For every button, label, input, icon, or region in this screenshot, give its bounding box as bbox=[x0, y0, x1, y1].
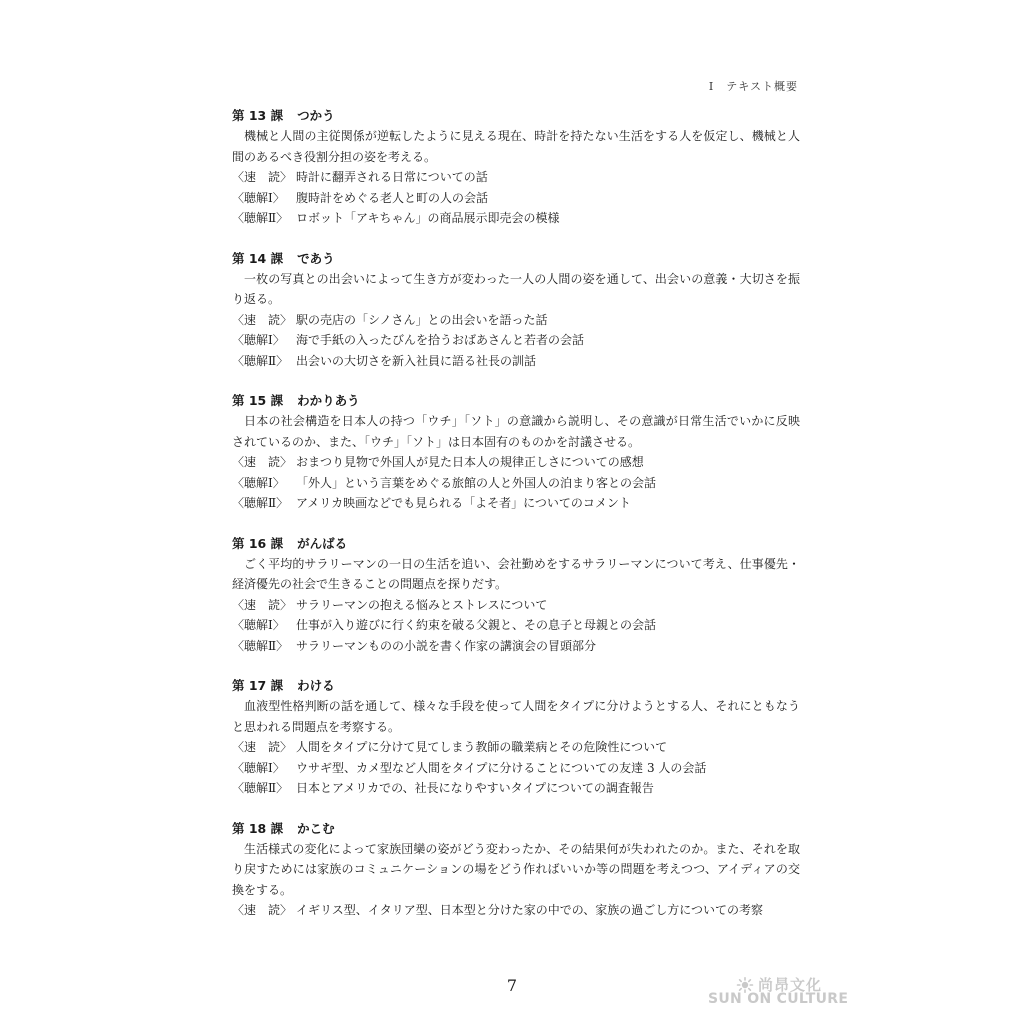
activity-tag: 〈速 読〉 bbox=[232, 597, 293, 612]
activity-text: 腹時計をめぐる老人と町の人の会話 bbox=[296, 190, 489, 205]
activity-text: ウサギ型、カメ型など人間をタイプに分けることについての友達 3 人の会話 bbox=[296, 760, 707, 775]
activity-text: 日本とアメリカでの、社長になりやすいタイプについての調査報告 bbox=[296, 781, 654, 795]
activity-item bbox=[232, 778, 800, 799]
watermark-english: SUN ON CULTURE bbox=[708, 991, 849, 1007]
activity-text: 人間をタイプに分けて見てしまう教師の職業病とその危険性について bbox=[296, 740, 668, 754]
activity-item bbox=[232, 208, 800, 229]
lesson-title bbox=[232, 675, 800, 696]
activity-tag: 〈聴解Ⅱ〉 bbox=[232, 496, 289, 510]
activity-text: アメリカ映画などでも見られる「よそ者」についてのコメント bbox=[296, 496, 631, 510]
lesson-number: 第 17 課 bbox=[232, 678, 284, 693]
activity-tag: 〈聴解Ⅱ〉 bbox=[232, 638, 289, 653]
activity-text: 時計に翻弄される日常についての話 bbox=[296, 170, 488, 184]
activity-tag: 〈聴解Ⅰ〉 bbox=[232, 760, 285, 775]
activity-item bbox=[232, 636, 800, 657]
publisher-watermark bbox=[708, 974, 878, 1010]
lesson-16 bbox=[232, 533, 800, 657]
activity-tag: 〈聴解Ⅰ〉 bbox=[232, 190, 285, 205]
activity-tag: 〈速 読〉 bbox=[232, 170, 293, 184]
lesson-title bbox=[232, 390, 800, 411]
lesson-18 bbox=[232, 818, 800, 921]
lesson-summary: 一枚の写真との出会いによって生き方が変わった一人の人間の姿を通して、出会いの意義・大切さを振り返る。 bbox=[232, 271, 800, 306]
activity-item bbox=[232, 330, 800, 351]
lesson-name: わかりあう bbox=[297, 393, 360, 408]
lesson-number: 第 18 課 bbox=[232, 820, 284, 836]
activity-item bbox=[232, 900, 800, 921]
activity-text: ロボット「アキちゃん」の商品展示即売会の模様 bbox=[296, 211, 560, 225]
lesson-number: 第 16 課 bbox=[232, 535, 284, 551]
activity-item bbox=[232, 615, 800, 636]
activity-text: サラリーマンの抱える悩みとストレスについて bbox=[296, 597, 548, 612]
lesson-summary: 生活様式の変化によって家族団欒の姿がどう変わったか、その結果何が失われたのか。また、それを取り戻すためには家族のコミュニケーションの場をどう作ればいいか等の問題を考えつつ、アイディアの交換をする。 bbox=[232, 841, 800, 897]
lesson-title bbox=[232, 105, 800, 126]
activity-text: 出会いの大切さを新入社員に語る社長の訓話 bbox=[296, 353, 537, 368]
activity-item bbox=[232, 737, 800, 758]
activity-tag: 〈速 読〉 bbox=[232, 740, 293, 754]
lesson-title bbox=[232, 818, 800, 839]
lesson-name: かこむ bbox=[297, 820, 335, 836]
activity-tag: 〈聴解Ⅱ〉 bbox=[232, 781, 289, 795]
activity-item bbox=[232, 167, 800, 188]
activity-item bbox=[232, 595, 800, 616]
activity-text: 駅の売店の「シノさん」との出会いを語った話 bbox=[296, 312, 548, 327]
lesson-summary: 血液型性格判断の話を通して、様々な手段を使って人間をタイプに分けようとする人、それにともなうと思われる問題点を考察する。 bbox=[232, 699, 800, 734]
activity-item bbox=[232, 188, 800, 209]
activity-text: 「外人」という言葉をめぐる旅館の人と外国人の泊まり客との会話 bbox=[296, 475, 657, 490]
activity-tag: 〈聴解Ⅰ〉 bbox=[232, 475, 285, 490]
activity-text: 仕事が入り遊びに行く約束を破る父親と、その息子と母親との会話 bbox=[296, 618, 657, 632]
lesson-number: 第 14 課 bbox=[232, 250, 284, 266]
activity-item bbox=[232, 758, 800, 779]
watermark-chinese: 尚昂文化 bbox=[758, 976, 823, 994]
lesson-title bbox=[232, 248, 800, 269]
activity-item bbox=[232, 351, 800, 372]
page-number: 7 bbox=[506, 976, 518, 995]
activity-item bbox=[232, 493, 800, 514]
lesson-summary: 日本の社会構造を日本人の持つ「ウチ」「ソト」の意識から説明し、その意識が日常生活でいかに反映されているのか、また、「ウチ」「ソト」は日本固有のものかを討議させる。 bbox=[232, 414, 800, 449]
lesson-name: であう bbox=[297, 250, 335, 266]
section-header: Ⅰ テキスト概要 bbox=[708, 80, 798, 93]
lesson-13 bbox=[232, 105, 800, 229]
activity-item bbox=[232, 473, 800, 494]
lesson-17 bbox=[232, 675, 800, 799]
activity-tag: 〈速 読〉 bbox=[232, 455, 293, 469]
activity-tag: 〈速 読〉 bbox=[232, 312, 293, 327]
activity-text: サラリーマンものの小説を書く作家の講演会の冒頭部分 bbox=[296, 638, 597, 653]
lesson-name: がんばる bbox=[297, 535, 348, 551]
lesson-number: 第 13 課 bbox=[232, 108, 284, 123]
activity-text: イギリス型、イタリア型、日本型と分けた家の中での、家族の過ごし方についての考察 bbox=[296, 903, 764, 917]
lesson-summary: 機械と人間の主従関係が逆転したように見える現在、時計を持たない生活をする人を仮定し、機械と人間のあるべき役割分担の姿を考える。 bbox=[232, 129, 800, 164]
lesson-summary: ごく平均的サラリーマンの一日の生活を追い、会社勤めをするサラリーマンについて考え、仕事優先・経済優先の社会で生きることの問題点を探りだす。 bbox=[232, 556, 800, 591]
activity-tag: 〈聴解Ⅰ〉 bbox=[232, 618, 285, 632]
activity-text: おまつり見物で外国人が見た日本人の規律正しさについての感想 bbox=[296, 455, 644, 469]
activity-item bbox=[232, 310, 800, 331]
lesson-name: つかう bbox=[297, 108, 335, 123]
lesson-number: 第 15 課 bbox=[232, 393, 284, 408]
activity-text: 海で手紙の入ったびんを拾うおばあさんと若者の会話 bbox=[296, 333, 585, 347]
lesson-15 bbox=[232, 390, 800, 514]
activity-tag: 〈聴解Ⅱ〉 bbox=[232, 353, 289, 368]
lesson-name: わける bbox=[297, 678, 335, 693]
activity-tag: 〈速 読〉 bbox=[232, 903, 293, 917]
lesson-overview bbox=[232, 105, 800, 940]
activity-tag: 〈聴解Ⅱ〉 bbox=[232, 211, 289, 225]
lesson-14 bbox=[232, 248, 800, 372]
activity-item bbox=[232, 452, 800, 473]
activity-tag: 〈聴解Ⅰ〉 bbox=[232, 333, 285, 347]
lesson-title bbox=[232, 533, 800, 554]
